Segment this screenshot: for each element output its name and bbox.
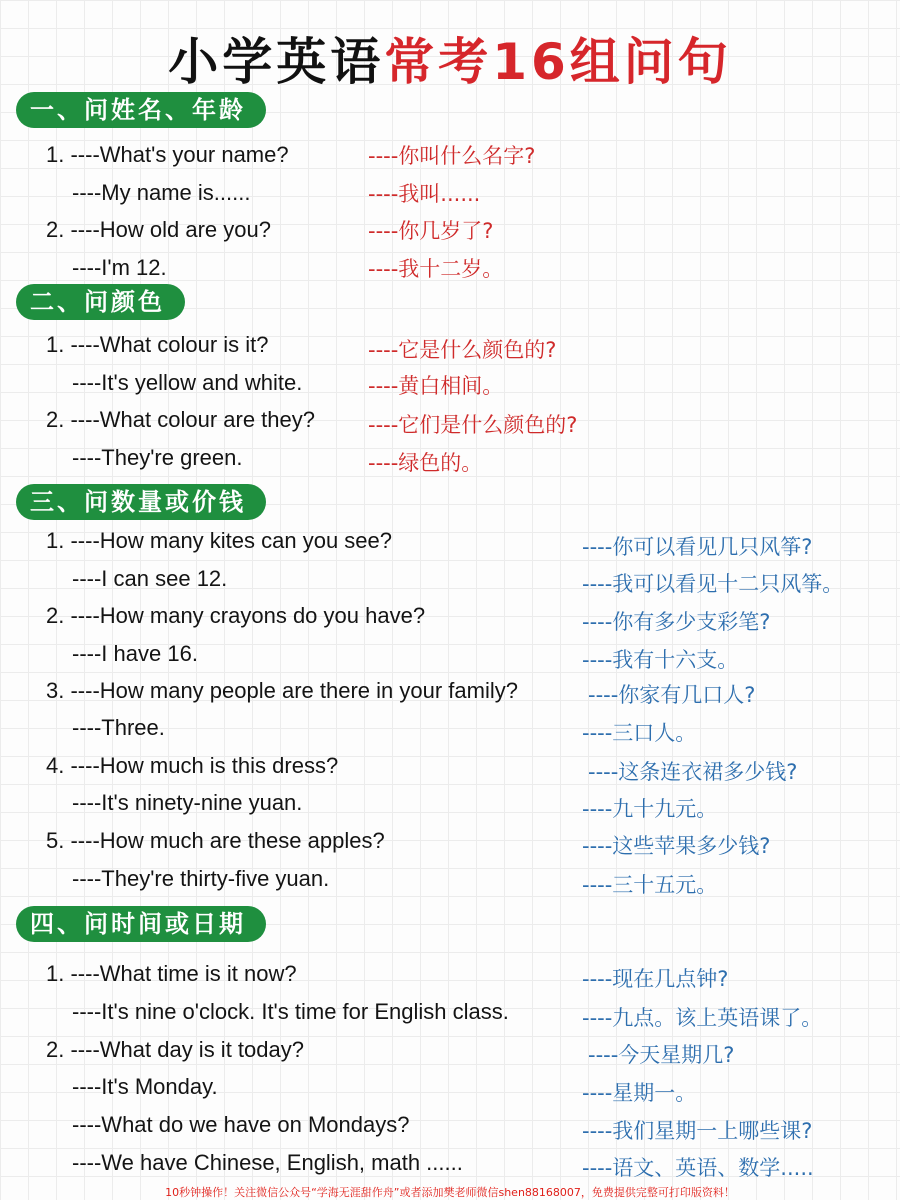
zh-line: ----我十二岁。 <box>368 257 504 281</box>
zh-line: ----语文、英语、数学..... <box>582 1156 814 1180</box>
en-line: ----I'm 12. <box>72 255 167 280</box>
en-line: 1. ----How many kites can you see? <box>46 528 393 553</box>
en-line: ----It's ninety-nine yuan. <box>72 790 303 815</box>
zh-line: ----你叫什么名字? <box>368 144 536 168</box>
en-line: 4. ----How much is this dress? <box>46 753 339 778</box>
section-header-quantity-price: 三、问数量或价钱 <box>16 484 266 520</box>
zh-line: ----它们是什么颜色的? <box>368 413 578 437</box>
en-line: ----They're thirty-five yuan. <box>72 866 330 891</box>
section-header-color: 二、问颜色 <box>16 284 185 320</box>
en-line: 1. ----What's your name? <box>46 142 289 167</box>
zh-line: ----它是什么颜色的? <box>368 338 557 362</box>
en-line: 1. ----What time is it now? <box>46 961 297 986</box>
en-line: ----It's yellow and white. <box>72 370 303 395</box>
zh-line: ----九点。该上英语课了。 <box>582 1006 823 1030</box>
zh-line: ----九十九元。 <box>582 797 718 821</box>
zh-line: ----星期一。 <box>582 1081 697 1105</box>
zh-line: ----今天星期几? <box>588 1043 735 1067</box>
en-line: 5. ----How much are these apples? <box>46 828 385 853</box>
en-line: ----Three. <box>72 715 165 740</box>
en-line: 1. ----What colour is it? <box>46 332 269 357</box>
zh-line: ----你家有几口人? <box>588 683 756 707</box>
zh-line: ----我可以看见十二只风筝。 <box>582 572 844 596</box>
zh-line: ----我叫...... <box>368 182 481 206</box>
zh-line: ----绿色的。 <box>368 451 483 475</box>
en-line: 2. ----How many crayons do you have? <box>46 603 426 628</box>
en-line: 2. ----How old are you? <box>46 217 271 242</box>
title-black: 小学英语 <box>168 33 385 91</box>
zh-line: ----你可以看见几只风筝? <box>582 535 813 559</box>
footer-notice: 10秒钟操作！关注微信公众号“学海无涯甜作舟”或者添加樊老师微信shen88168007，免费提供完整可打印版资料！ <box>165 1186 735 1199</box>
en-line: ----They're green. <box>72 445 243 470</box>
zh-line: ----我们星期一上哪些课? <box>582 1119 813 1143</box>
en-line: ----We have Chinese, English, math ...... <box>72 1150 463 1175</box>
section-header-name-age: 一、问姓名、年龄 <box>16 92 266 128</box>
zh-line: ----我有十六支。 <box>582 648 739 672</box>
en-line: ----My name is...... <box>72 180 251 205</box>
en-line: 2. ----What colour are they? <box>46 407 315 432</box>
page-title <box>0 22 900 94</box>
zh-line: ----你有多少支彩笔? <box>582 610 771 634</box>
zh-line: ----这条连衣裙多少钱? <box>588 760 798 784</box>
en-line: ----It's nine o'clock. It's time for English class. <box>72 999 509 1024</box>
en-line: ----I can see 12. <box>72 566 228 591</box>
en-line: ----What do we have on Mondays? <box>72 1112 410 1137</box>
zh-line: ----黄白相间。 <box>368 374 504 398</box>
zh-line: ----这些苹果多少钱? <box>582 834 771 858</box>
en-line: 3. ----How many people are there in your family? <box>46 678 518 703</box>
en-line: ----I have 16. <box>72 641 198 666</box>
en-line: 2. ----What day is it today? <box>46 1037 304 1062</box>
section-header-time-date: 四、问时间或日期 <box>16 906 266 942</box>
zh-line: ----你几岁了? <box>368 219 494 243</box>
en-line: ----It's Monday. <box>72 1074 218 1099</box>
zh-line: ----三口人。 <box>582 721 697 745</box>
title-red: 常考16组问句 <box>384 33 732 91</box>
zh-line: ----现在几点钟? <box>582 967 729 991</box>
zh-line: ----三十五元。 <box>582 873 718 897</box>
